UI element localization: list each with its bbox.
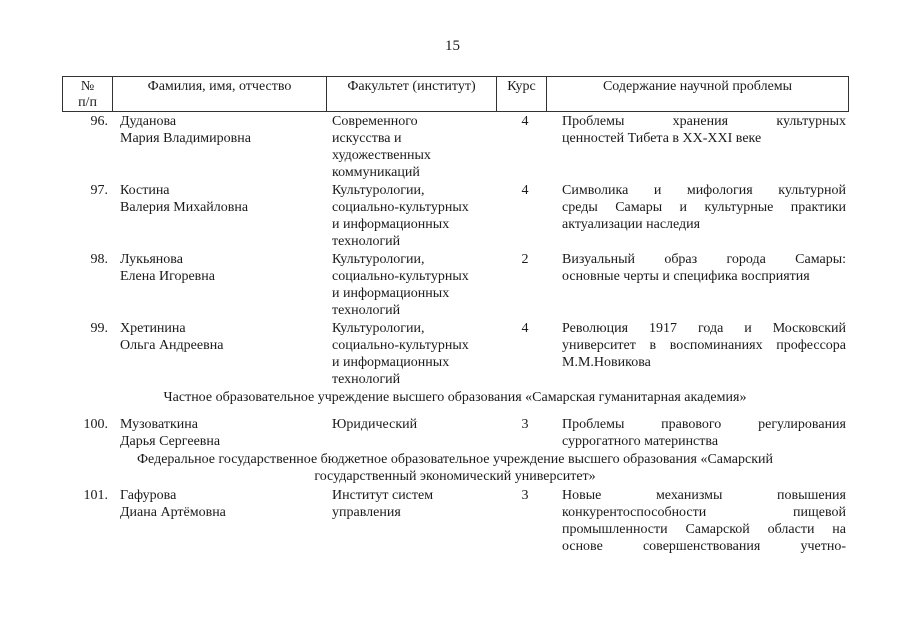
organization-line: Федеральное государственное бюджетное образовательное учреждение высшего образования «Самарский	[137, 452, 773, 467]
topic-line: основные черты и специфика восприятия	[562, 269, 810, 284]
topic-line: Символика и мифология культурной	[562, 183, 846, 198]
topic-line: Проблемы хранения культурных	[562, 114, 846, 129]
faculty	[332, 113, 497, 181]
course: 4	[521, 321, 529, 336]
faculty-line: социально-культурных	[332, 200, 469, 215]
student-name	[120, 182, 325, 216]
name-line: Дарья Сергеевна	[120, 434, 221, 449]
name-line: Дуданова	[120, 114, 177, 129]
research-topic	[562, 182, 846, 233]
organization-heading	[62, 389, 848, 406]
faculty-line: управления	[332, 505, 401, 520]
faculty-line: и информационных	[332, 286, 450, 301]
name-line: Хретинина	[120, 321, 186, 336]
name-line: Ольга Андреевна	[120, 338, 224, 353]
name-line: Гафурова	[120, 488, 177, 503]
faculty	[332, 416, 497, 433]
topic-line: среды Самары и культурные практики	[562, 200, 846, 215]
topic-line: актуализации наследия	[562, 217, 701, 232]
research-topic	[562, 320, 846, 371]
topic-line: Новые механизмы повышения	[562, 488, 846, 503]
header-faculty: Факультет (институт)	[327, 77, 497, 112]
name-line: Музоваткина	[120, 417, 198, 432]
faculty-line: и информационных	[332, 355, 450, 370]
faculty-line: технологий	[332, 372, 401, 387]
topic-line: университет в воспоминаниях профессора	[562, 338, 846, 353]
name-line: Елена Игоревна	[120, 269, 215, 284]
student-name	[120, 416, 325, 450]
row-number: 97.	[90, 183, 108, 198]
topic-line: Визуальный образ города Самары:	[562, 252, 846, 267]
name-line: Диана Артёмовна	[120, 505, 226, 520]
topic-line: Проблемы правового регулирования	[562, 417, 846, 432]
course: 3	[521, 417, 529, 432]
header-num	[63, 77, 113, 112]
header-course: Курс	[497, 77, 547, 112]
organization-line: государственный экономический университет»	[314, 469, 596, 484]
header-num-line: п/п	[78, 95, 97, 110]
topic-line: ценностей Тибета в XX-XXI веке	[562, 131, 762, 146]
row-number: 101.	[83, 488, 108, 503]
faculty-line: Культурологии,	[332, 183, 425, 198]
student-name	[120, 251, 325, 285]
header-topic: Содержание научной проблемы	[547, 77, 849, 112]
topic-line: промышленности Самарской области на	[562, 522, 846, 537]
course: 4	[521, 114, 529, 129]
faculty-line: Юридический	[332, 417, 418, 432]
student-name	[120, 487, 325, 521]
faculty-line: и информационных	[332, 217, 450, 232]
organization-line: Частное образовательное учреждение высшего образования «Самарская гуманитарная академия»	[163, 390, 747, 405]
research-topic	[562, 487, 846, 555]
topic-line: основе совершенствования учетно-	[562, 539, 846, 554]
row-number: 99.	[90, 321, 108, 336]
topic-line: конкурентоспособности пищевой	[562, 505, 846, 520]
faculty	[332, 320, 497, 388]
header-name: Фамилия, имя, отчество	[113, 77, 327, 112]
faculty-line: Современного	[332, 114, 418, 129]
name-line: Валерия Михайловна	[120, 200, 249, 215]
faculty-line: Культурологии,	[332, 321, 425, 336]
faculty-line: Институт систем	[332, 488, 434, 503]
organization-heading	[62, 451, 848, 485]
faculty	[332, 487, 497, 521]
row-number: 100.	[83, 417, 108, 432]
faculty-line: социально-культурных	[332, 338, 469, 353]
faculty	[332, 251, 497, 319]
research-topic	[562, 416, 846, 450]
faculty	[332, 182, 497, 250]
row-number: 96.	[90, 114, 108, 129]
faculty-line: искусства и	[332, 131, 402, 146]
page-number: 15	[445, 38, 460, 54]
header-num-line: №	[80, 79, 95, 94]
name-line: Мария Владимировна	[120, 131, 251, 146]
faculty-line: коммуникаций	[332, 165, 420, 180]
topic-line: М.М.Новикова	[562, 355, 651, 370]
faculty-line: социально-культурных	[332, 269, 469, 284]
faculty-line: художественных	[332, 148, 431, 163]
research-topic	[562, 113, 846, 147]
faculty-line: Культурологии,	[332, 252, 425, 267]
topic-line: суррогатного материнства	[562, 434, 719, 449]
table-header	[62, 76, 849, 112]
name-line: Лукьянова	[120, 252, 183, 267]
student-name	[120, 320, 325, 354]
faculty-line: технологий	[332, 234, 401, 249]
course: 4	[521, 183, 529, 198]
faculty-line: технологий	[332, 303, 401, 318]
course: 2	[521, 252, 529, 267]
research-topic	[562, 251, 846, 285]
student-name	[120, 113, 325, 147]
name-line: Костина	[120, 183, 170, 198]
course: 3	[521, 488, 529, 503]
topic-line: Революция 1917 года и Московский	[562, 321, 846, 336]
row-number: 98.	[90, 252, 108, 267]
